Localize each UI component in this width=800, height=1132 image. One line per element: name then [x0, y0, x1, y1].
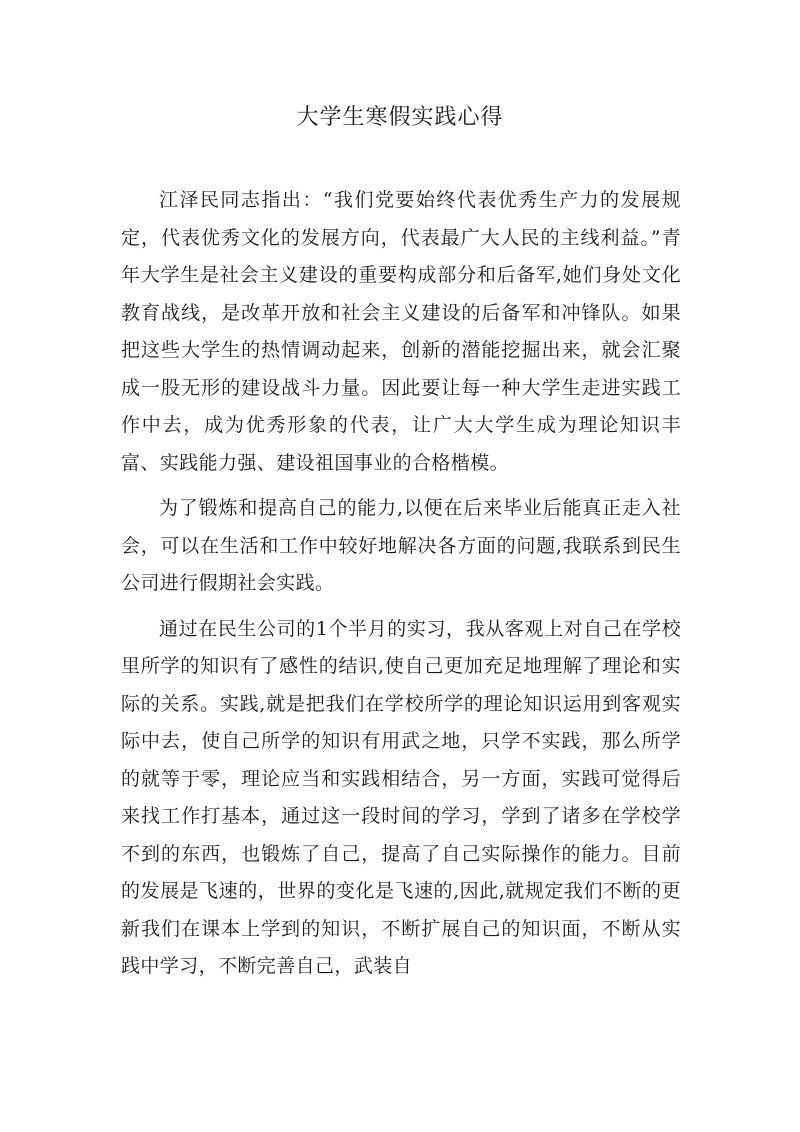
paragraph-2: 为了锻炼和提高自己的能力,以便在后来毕业后能真正走入社会，可以在生活和工作中较好地解决各方面的问题,我联系到民生公司进行假期社会实践。	[121, 497, 681, 594]
paragraph-3: 通过在民生公司的1个半月的实习，我从客观上对自己在学校里所学的知识有了感性的结识,使自己更加充足地理解了理论和实际的关系。实践,就是把我们在学校所学的理论知识运用到客观实际中去，使自己所学的知识有用武之地，只学不实践，那么所学的就等于零，理论应当和实践相结合，另一方面，实践可觉得后来找工作打基本，通过这一段时间的学习，学到了诸多在学校学不到的东西，也锻炼了自己，提高了自己实际操作的能力。目前的发展是飞速的，世界的变化是飞速的,因此,就规定我们不断的更新我们在课本上学到的知识，不断扩展自己的知识面，不断从实践中学习，不断完善自己，武装自	[121, 617, 681, 977]
paragraph-1: 江泽民同志指出：“我们党要始终代表优秀生产力的发展规定，代表优秀文化的发展方向，代表最广大人民的主线利益。”青年大学生是社会主义建设的重要构成部分和后备军,她们身处文化教育战线，是改革开放和社会主义建设的后备军和冲锋队。如果把这些大学生的热情调动起来，创新的潜能挖掘出来，就会汇聚成一股无形的建设战斗力量。因此要让每一种大学生走进实践工作中去，成为优秀形象的代表，让广大大学生成为理论知识丰富、实践能力强、建设祖国事业的合格楷模。	[121, 189, 681, 474]
document-title: 大学生寒假实践心得	[296, 105, 504, 130]
document-body	[121, 182, 681, 994]
